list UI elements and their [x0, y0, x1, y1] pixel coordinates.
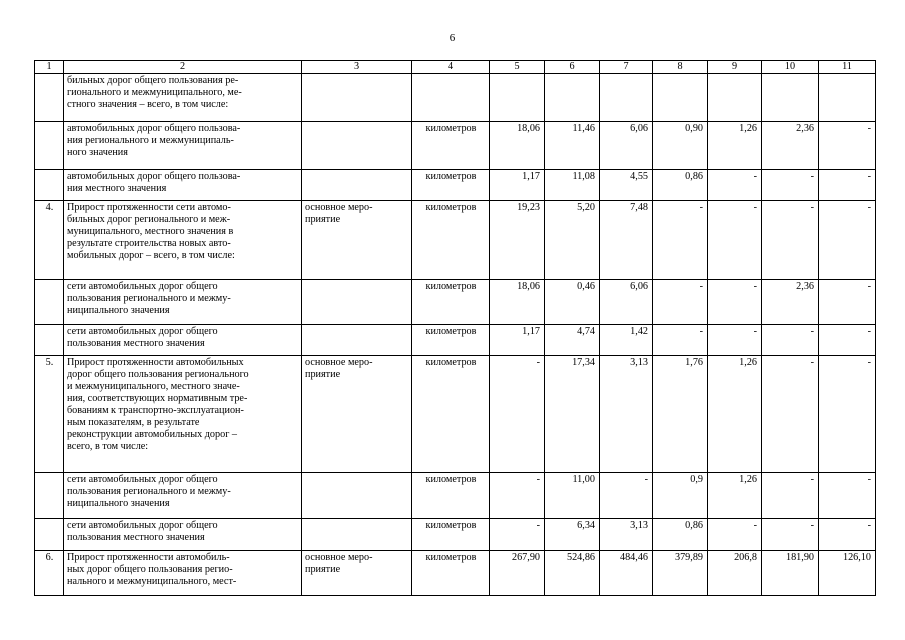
value-cell: 18,06 — [490, 280, 545, 325]
value-cell: - — [708, 325, 762, 356]
header-cell: 2 — [64, 61, 302, 74]
table-row — [35, 325, 876, 356]
desc-line: бованиям к транспортно-эксплуатацион- — [67, 405, 244, 416]
value-cell: - — [819, 122, 876, 170]
value-cell: 3,13 — [600, 519, 653, 551]
unit-cell: километров — [412, 122, 490, 170]
header-cell: 5 — [490, 61, 545, 74]
unit-cell: километров — [412, 201, 490, 280]
type-cell — [302, 356, 412, 473]
desc-line: стного значения – всего, в том числе: — [67, 99, 229, 110]
value-cell: 1,17 — [490, 325, 545, 356]
table-row — [35, 280, 876, 325]
value-cell: 0,90 — [653, 122, 708, 170]
value-cell — [490, 74, 545, 122]
value-cell: - — [819, 280, 876, 325]
unit-cell: километров — [412, 473, 490, 519]
type-line: приятие — [305, 369, 341, 380]
value-cell: - — [762, 473, 819, 519]
desc-line: муниципального, местного значения в — [67, 226, 234, 237]
value-cell: 18,06 — [490, 122, 545, 170]
desc-line: пользования местного значения — [67, 338, 205, 349]
description-cell — [64, 170, 302, 201]
value-cell: - — [762, 519, 819, 551]
value-cell — [545, 74, 600, 122]
value-cell — [708, 74, 762, 122]
row-number-cell — [35, 74, 64, 122]
value-cell: 524,86 — [545, 551, 600, 596]
header-cell: 3 — [302, 61, 412, 74]
value-cell: - — [708, 170, 762, 201]
row-number-cell — [35, 170, 64, 201]
desc-line: пользования местного значения — [67, 532, 205, 543]
value-cell: 4,55 — [600, 170, 653, 201]
value-cell: - — [819, 356, 876, 473]
description-cell — [64, 122, 302, 170]
desc-line: сети автомобильных дорог общего — [67, 474, 218, 485]
value-cell: 3,13 — [600, 356, 653, 473]
header-cell: 4 — [412, 61, 490, 74]
description-cell — [64, 356, 302, 473]
value-cell: 11,00 — [545, 473, 600, 519]
desc-line: результате строительства новых авто- — [67, 238, 231, 249]
value-cell: 1,26 — [708, 356, 762, 473]
row-number-cell: 5. — [35, 356, 64, 473]
desc-line: пользования регионального и межму- — [67, 486, 231, 497]
desc-line: автомобильных дорог общего пользова- — [67, 171, 241, 182]
value-cell: 267,90 — [490, 551, 545, 596]
value-cell: 7,48 — [600, 201, 653, 280]
description-cell — [64, 551, 302, 596]
value-cell: 4,74 — [545, 325, 600, 356]
desc-line: ния регионального и межмуниципаль- — [67, 135, 234, 146]
desc-line: ных дорог общего пользования регио- — [67, 564, 233, 575]
table-row — [35, 74, 876, 122]
type-line: основное меро- — [305, 552, 373, 563]
desc-line: и межмуниципального, местного значе- — [67, 381, 240, 392]
value-cell: 6,34 — [545, 519, 600, 551]
value-cell: - — [762, 201, 819, 280]
header-cell: 1 — [35, 61, 64, 74]
indicators-table — [34, 60, 876, 596]
description-cell — [64, 74, 302, 122]
table-body — [35, 61, 876, 596]
desc-line: сети автомобильных дорог общего — [67, 281, 218, 292]
desc-line: Прирост протяженности автомобильных — [67, 357, 244, 368]
type-cell — [302, 280, 412, 325]
unit-cell: километров — [412, 170, 490, 201]
value-cell: - — [819, 170, 876, 201]
desc-line: ным показателям, в результате — [67, 417, 200, 428]
header-row — [35, 61, 876, 74]
table-row — [35, 356, 876, 473]
value-cell: 126,10 — [819, 551, 876, 596]
value-cell — [762, 74, 819, 122]
table-row — [35, 170, 876, 201]
value-cell: 17,34 — [545, 356, 600, 473]
desc-line: ниципального значения — [67, 498, 170, 509]
value-cell: 1,26 — [708, 473, 762, 519]
header-cell: 7 — [600, 61, 653, 74]
value-cell: 206,8 — [708, 551, 762, 596]
row-number-cell: 4. — [35, 201, 64, 280]
value-cell — [653, 74, 708, 122]
desc-line: мобильных дорог – всего, в том числе: — [67, 250, 235, 261]
unit-cell: километров — [412, 356, 490, 473]
row-number-cell — [35, 122, 64, 170]
type-cell — [302, 170, 412, 201]
value-cell: - — [708, 280, 762, 325]
description-cell — [64, 519, 302, 551]
value-cell: 19,23 — [490, 201, 545, 280]
page-number: 6 — [449, 32, 456, 44]
value-cell: - — [653, 325, 708, 356]
value-cell: - — [600, 473, 653, 519]
desc-line: пользования регионального и межму- — [67, 293, 231, 304]
type-cell — [302, 519, 412, 551]
value-cell: 11,08 — [545, 170, 600, 201]
table-row — [35, 519, 876, 551]
table-row — [35, 551, 876, 596]
desc-line: ниципального значения — [67, 305, 170, 316]
value-cell: 0,86 — [653, 519, 708, 551]
value-cell: - — [819, 325, 876, 356]
desc-line: сети автомобильных дорог общего — [67, 520, 218, 531]
value-cell: 11,46 — [545, 122, 600, 170]
header-cell: 6 — [545, 61, 600, 74]
value-cell: 2,36 — [762, 122, 819, 170]
value-cell: 0,46 — [545, 280, 600, 325]
type-cell — [302, 74, 412, 122]
desc-line: сети автомобильных дорог общего — [67, 326, 218, 337]
description-cell — [64, 280, 302, 325]
desc-line: дорог общего пользования регионального — [67, 369, 249, 380]
value-cell: 1,42 — [600, 325, 653, 356]
desc-line: автомобильных дорог общего пользова- — [67, 123, 241, 134]
type-line: приятие — [305, 564, 341, 575]
value-cell: - — [490, 356, 545, 473]
unit-cell: километров — [412, 325, 490, 356]
desc-line: ния, соответствующих нормативным тре- — [67, 393, 248, 404]
value-cell: - — [762, 170, 819, 201]
desc-line: бильных дорог регионального и меж- — [67, 214, 231, 225]
value-cell: 1,76 — [653, 356, 708, 473]
desc-line: реконструкции автомобильных дорог – — [67, 429, 238, 440]
unit-cell: километров — [412, 551, 490, 596]
value-cell — [819, 74, 876, 122]
header-cell: 11 — [819, 61, 876, 74]
value-cell: 1,26 — [708, 122, 762, 170]
unit-cell: километров — [412, 280, 490, 325]
value-cell: 2,36 — [762, 280, 819, 325]
value-cell: 484,46 — [600, 551, 653, 596]
table-row — [35, 473, 876, 519]
type-line: основное меро- — [305, 202, 373, 213]
value-cell: 379,89 — [653, 551, 708, 596]
desc-line: всего, в том числе: — [67, 441, 149, 452]
type-line: приятие — [305, 214, 341, 225]
description-cell — [64, 201, 302, 280]
row-number-cell: 6. — [35, 551, 64, 596]
desc-line: Прирост протяженности автомобиль- — [67, 552, 230, 563]
description-cell — [64, 473, 302, 519]
value-cell: - — [762, 325, 819, 356]
type-cell — [302, 473, 412, 519]
value-cell: - — [819, 473, 876, 519]
unit-cell — [412, 74, 490, 122]
value-cell: - — [653, 280, 708, 325]
value-cell: 5,20 — [545, 201, 600, 280]
row-number-cell — [35, 325, 64, 356]
type-cell — [302, 551, 412, 596]
table-row — [35, 201, 876, 280]
value-cell: - — [708, 519, 762, 551]
type-line: основное меро- — [305, 357, 373, 368]
type-cell — [302, 122, 412, 170]
value-cell: 0,9 — [653, 473, 708, 519]
type-cell — [302, 201, 412, 280]
desc-line: ного значения — [67, 147, 128, 158]
row-number-cell — [35, 519, 64, 551]
type-cell — [302, 325, 412, 356]
value-cell: - — [819, 201, 876, 280]
desc-line: нального и межмуниципального, мест- — [67, 576, 237, 587]
value-cell: - — [819, 519, 876, 551]
value-cell — [600, 74, 653, 122]
value-cell: 1,17 — [490, 170, 545, 201]
value-cell: 181,90 — [762, 551, 819, 596]
value-cell: 6,06 — [600, 280, 653, 325]
desc-line: ния местного значения — [67, 183, 167, 194]
desc-line: Прирост протяженности сети автомо- — [67, 202, 231, 213]
value-cell: - — [708, 201, 762, 280]
value-cell: - — [653, 201, 708, 280]
desc-line: бильных дорог общего пользования ре- — [67, 75, 239, 86]
value-cell: - — [490, 519, 545, 551]
desc-line: гионального и межмуниципального, ме- — [67, 87, 242, 98]
table-row — [35, 122, 876, 170]
header-cell: 10 — [762, 61, 819, 74]
value-cell: 6,06 — [600, 122, 653, 170]
value-cell: - — [762, 356, 819, 473]
row-number-cell — [35, 280, 64, 325]
header-cell: 9 — [708, 61, 762, 74]
row-number-cell — [35, 473, 64, 519]
value-cell: - — [490, 473, 545, 519]
unit-cell: километров — [412, 519, 490, 551]
value-cell: 0,86 — [653, 170, 708, 201]
description-cell — [64, 325, 302, 356]
header-cell: 8 — [653, 61, 708, 74]
